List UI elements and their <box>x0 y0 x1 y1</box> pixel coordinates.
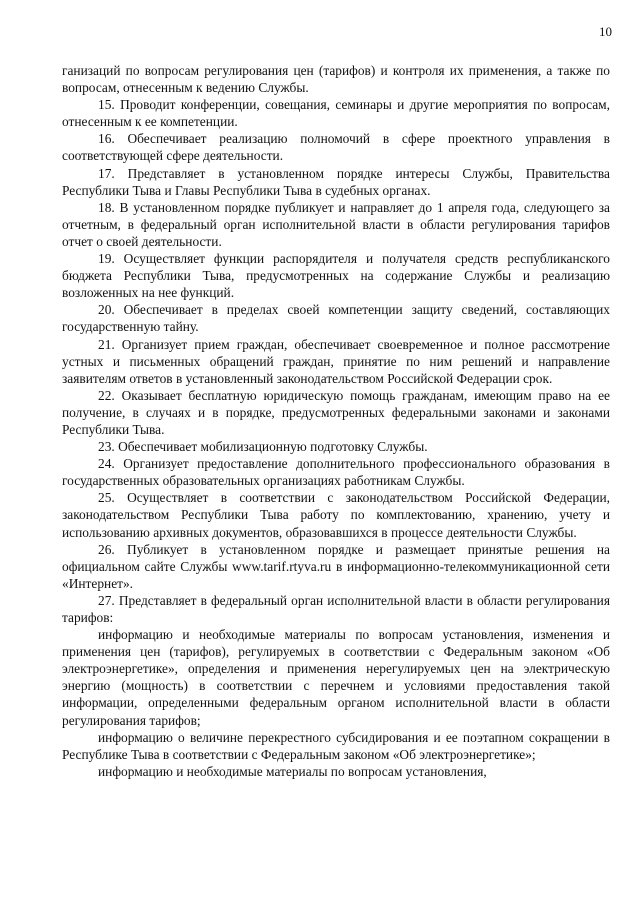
paragraph: 20. Обеспечивает в пределах своей компетенции защиту сведений, составляющих государственную тайну. <box>62 302 610 335</box>
paragraph: 15. Проводит конференции, совещания, семинары и другие мероприятия по вопросам, отнесенным к ее компетенции. <box>62 97 610 130</box>
paragraph: 18. В установленном порядке публикует и направляет до 1 апреля года, следующего за отчетным, в федеральный орган исполнительной власти в области регулирования тарифов отчет о своей деятельности. <box>62 199 610 249</box>
page-number: 10 <box>599 24 612 39</box>
paragraph: 19. Осуществляет функции распорядителя и получателя средств республиканского бюджета Республики Тыва, предусмотренных на содержание Службы и реализацию возложенных на нее функций. <box>62 251 610 301</box>
document-body <box>62 62 610 780</box>
paragraph: 21. Организует прием граждан, обеспечивает своевременное и полное рассмотрение устных и письменных обращений граждан, принятие по ним решений и направление заявителям ответов в установленный законодательством Российской Федерации срок. <box>62 336 610 386</box>
paragraph: ганизаций по вопросам регулирования цен (тарифов) и контроля их применения, а также по вопросам, отнесенным к ведению Службы. <box>62 63 610 96</box>
paragraph: 17. Представляет в установленном порядке интересы Службы, Правительства Республики Тыва и Главы Республики Тыва в судебных органах. <box>62 165 610 198</box>
paragraph: 24. Организует предоставление дополнительного профессионального образования в государственных образовательных организациях работникам Службы. <box>62 456 610 489</box>
paragraph: информацию и необходимые материалы по вопросам установления, <box>98 763 487 779</box>
paragraph: 23. Обеспечивает мобилизационную подготовку Службы. <box>98 439 428 455</box>
paragraph: 16. Обеспечивает реализацию полномочий в сфере проектного управления в соответствующей сфере деятельности. <box>62 131 610 164</box>
paragraph: 26. Публикует в установленном порядке и размещает принятые решения на официальном сайте Службы www.tarif.rtyva.ru в информационно-телекоммуникационной сети «Интернет». <box>62 541 610 591</box>
paragraph: информацию о величине перекрестного субсидирования и ее поэтапном сокращении в Республике Тыва в соответствии с Федеральным законом «Об электроэнергетике»; <box>62 729 610 762</box>
paragraph: информацию и необходимые материалы по вопросам установления, изменения и применения цен (тарифов), регулируемых в соответствии с Федеральным законом «Об электроэнергетике», определения и применения нерегулируемых цен на электрическую энергию (мощность) в соответствии с перечнем и условиями предоставления такой информации, определенными федеральным органом исполнительной власти в области регулирования тарифов; <box>62 627 610 728</box>
paragraph: 27. Представляет в федеральный орган исполнительной власти в области регулирования тарифов: <box>62 592 610 625</box>
paragraph: 25. Осуществляет в соответствии с законодательством Российской Федерации, законодательством Республики Тыва работу по комплектованию, хранению, учету и использованию архивных документов, образовавшихся в процессе деятельности Службы. <box>62 490 610 540</box>
paragraph: 22. Оказывает бесплатную юридическую помощь гражданам, имеющим право на ее получение, в случаях и в порядке, предусмотренных федеральными законами и законами Республики Тыва. <box>62 387 610 437</box>
